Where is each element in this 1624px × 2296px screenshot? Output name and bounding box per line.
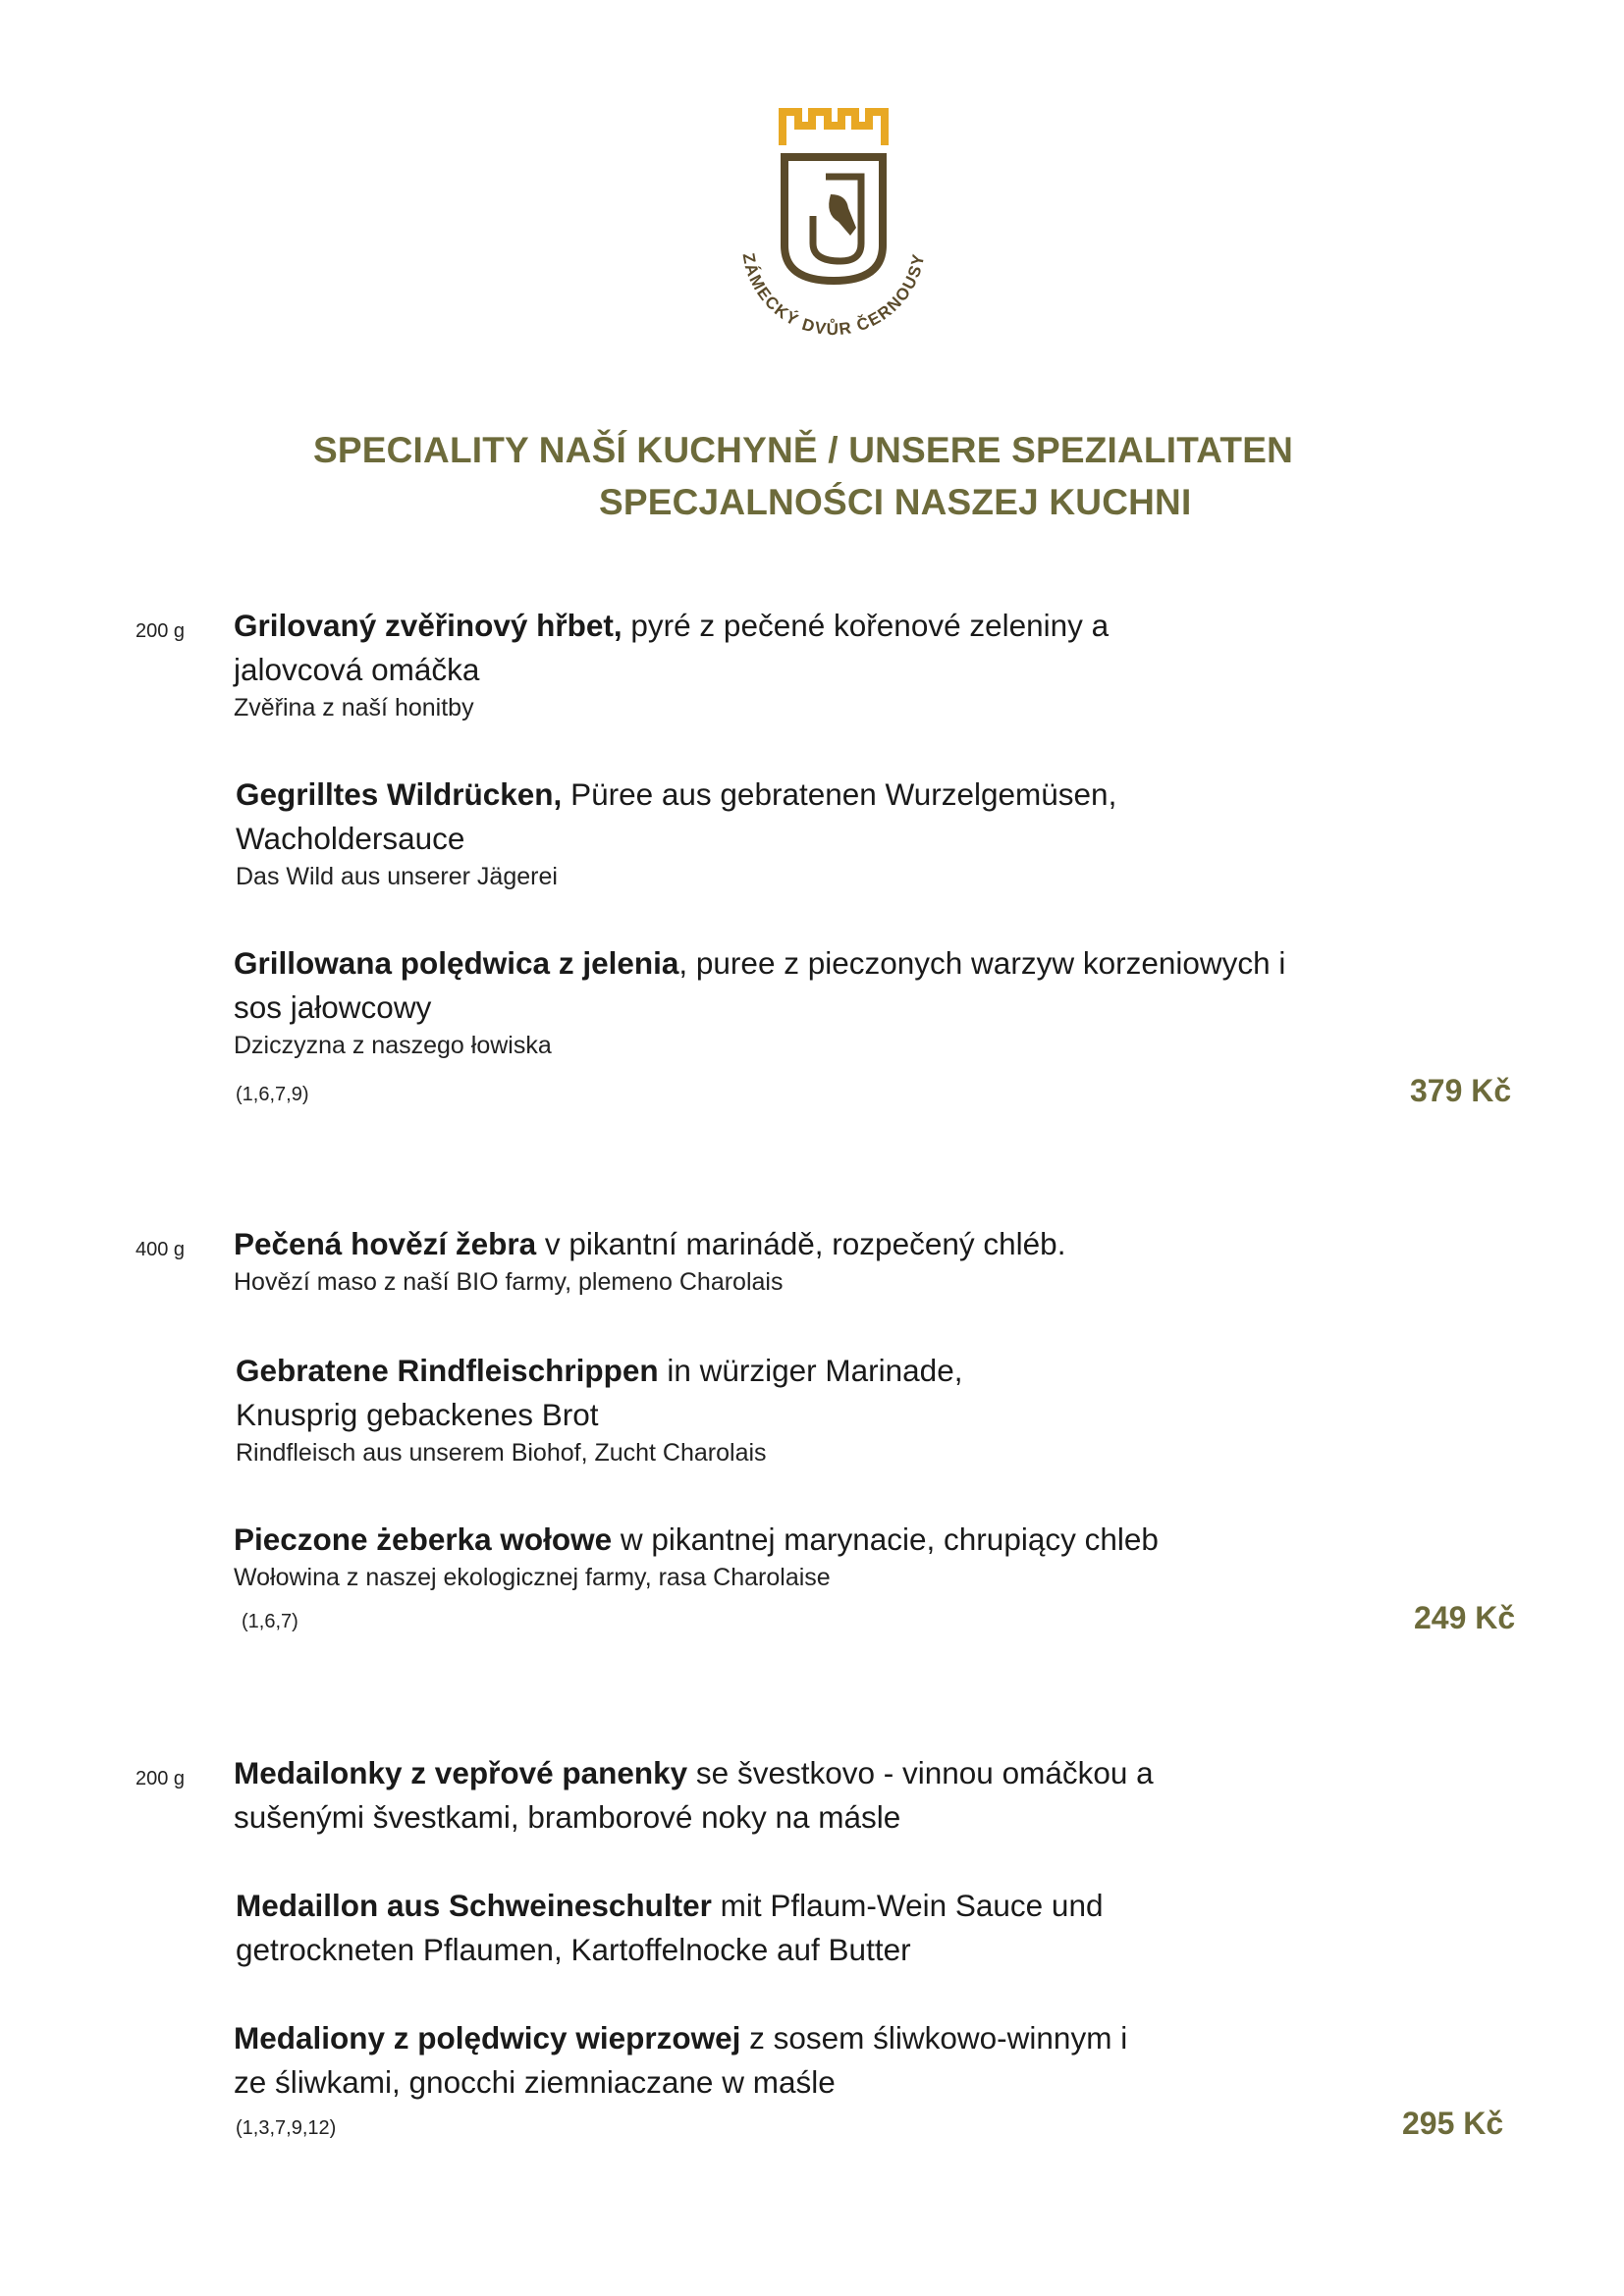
dish-pl	[234, 1518, 1363, 1593]
page-subtitle: SPECJALNOŚCI NASZEJ KUCHNI	[599, 482, 1192, 522]
dish-desc-cont: Wacholdersauce	[236, 821, 465, 856]
dish-note: Hovězí maso z naší BIO farmy, plemeno Charolais	[234, 1268, 784, 1296]
dish-cz	[234, 1751, 1363, 1840]
logo-text: ZÁMECKÝ DVŮR ČERNOUSY	[738, 251, 929, 340]
dish-desc: z sosem śliwkowo-winnym i	[740, 2020, 1128, 2056]
dish-weight: 200 g	[135, 620, 186, 642]
dish-desc: Püree aus gebratenen Wurzelgemüsen,	[562, 776, 1117, 812]
page-title: SPECIALITY NAŠÍ KUCHYNĚ / UNSERE SPEZIALITATEN	[313, 430, 1294, 470]
dish-name: Grilovaný zvěřinový hřbet,	[234, 608, 623, 643]
dish-cz	[234, 1222, 1363, 1298]
dish-name: Gebratene Rindfleischrippen	[236, 1353, 659, 1388]
dish-allergens: (1,6,7,9)	[236, 1084, 309, 1105]
dish-desc: , puree z pieczonych warzyw korzeniowych i	[678, 945, 1286, 981]
dish-name: Grillowana polędwica z jelenia	[234, 945, 679, 981]
svg-text:ZÁMECKÝ DVŮR ČERNOUSY	[739, 251, 929, 339]
dish-weight: 400 g	[135, 1239, 186, 1260]
dish-desc-cont: getrockneten Pflaumen, Kartoffelnocke auf Butter	[236, 1932, 911, 1967]
dish-desc: w pikantnej marynacie, chrupiący chleb	[612, 1522, 1159, 1557]
dish-desc: se švestkovo - vinnou omáčkou a	[687, 1755, 1154, 1790]
dish-name: Medaillon aus Schweineschulter	[236, 1888, 712, 1923]
dish-desc-cont: jalovcová omáčka	[234, 652, 480, 687]
dish-note: Zvěřina z naší honitby	[234, 694, 474, 721]
dish-desc-cont: sušenými švestkami, bramborové noky na másle	[234, 1799, 901, 1835]
dish-de	[236, 1884, 1365, 1972]
dish-cz	[234, 604, 1363, 723]
dish-pl	[234, 2016, 1363, 2105]
dish-desc-cont: Knusprig gebackenes Brot	[236, 1397, 599, 1432]
dish-name: Medailonky z vepřové panenky	[234, 1755, 688, 1790]
dish-de	[236, 1349, 1365, 1468]
dish-note: Dziczyzna z naszego łowiska	[234, 1032, 552, 1059]
dish-price: 249 Kč	[1414, 1600, 1516, 1635]
dish-name: Pieczone żeberka wołowe	[234, 1522, 613, 1557]
dish-allergens: (1,6,7)	[242, 1611, 298, 1632]
dish-weight: 200 g	[135, 1768, 186, 1789]
dish-price: 295 Kč	[1402, 2106, 1504, 2141]
dish-de	[236, 773, 1365, 892]
dish-name: Pečená hovězí žebra	[234, 1226, 537, 1261]
dish-pl	[234, 941, 1363, 1061]
dish-desc: mit Pflaum-Wein Sauce und	[711, 1888, 1104, 1923]
dish-name: Gegrilltes Wildrücken,	[236, 776, 563, 812]
dish-note: Rindfleisch aus unserem Biohof, Zucht Charolais	[236, 1439, 767, 1467]
dish-price: 379 Kč	[1410, 1073, 1512, 1108]
dish-desc: pyré z pečené kořenové zeleniny a	[622, 608, 1110, 643]
dish-desc: in würziger Marinade,	[658, 1353, 963, 1388]
dish-note: Das Wild aus unserer Jägerei	[236, 863, 558, 890]
dish-name: Medaliony z polędwicy wieprzowej	[234, 2020, 741, 2056]
dish-desc-cont: ze śliwkami, gnocchi ziemniaczane w maśle	[234, 2064, 836, 2100]
dish-desc-cont: sos jałowcowy	[234, 989, 432, 1025]
castle-horse-logo-icon	[703, 98, 948, 344]
dish-note: Wołowina z naszej ekologicznej farmy, rasa Charolaise	[234, 1564, 831, 1591]
dish-allergens: (1,3,7,9,12)	[236, 2117, 337, 2139]
dish-desc: v pikantní marinádě, rozpečený chléb.	[536, 1226, 1066, 1261]
